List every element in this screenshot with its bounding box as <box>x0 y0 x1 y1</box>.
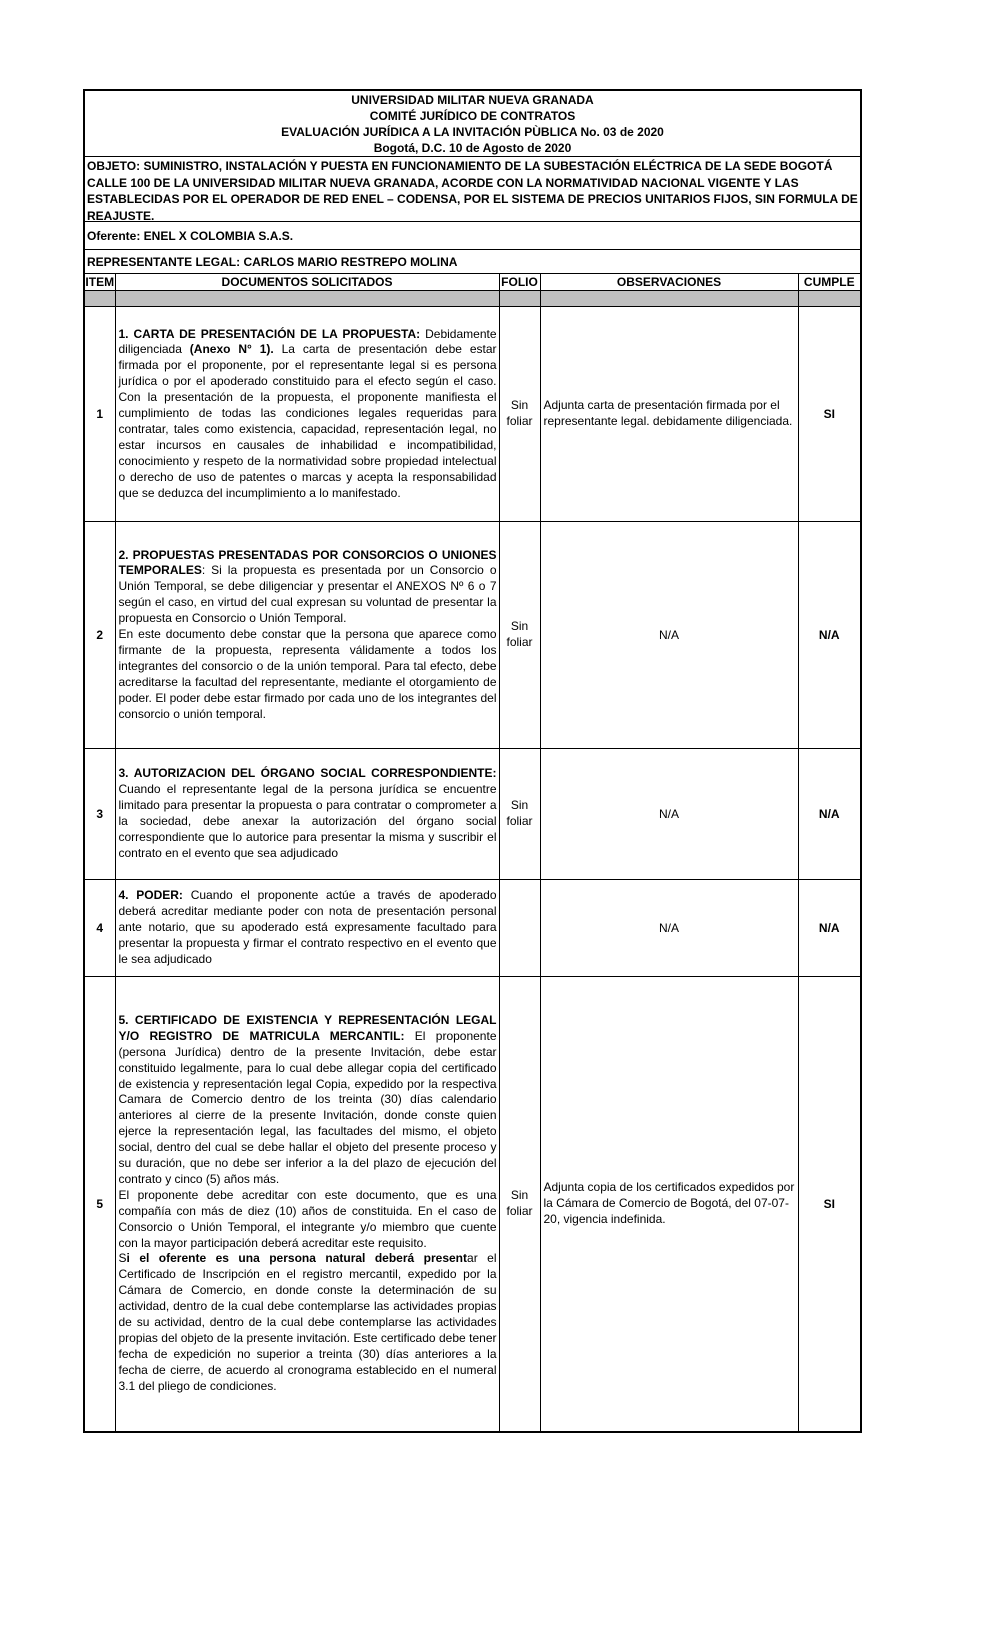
requirement-title: 5. CERTIFICADO DE EXISTENCIA Y REPRESENTACIÓN LEGAL Y/O REGISTRO DE MATRICULA MERCANTIL: <box>118 1012 497 1043</box>
cumple-cell: SI <box>798 307 860 522</box>
col-header-observaciones: OBSERVACIONES <box>540 274 798 291</box>
document-requirement: 3. AUTORIZACION DEL ÓRGANO SOCIAL CORRESPONDIENTE: Cuando el representante legal de la persona jurídica se encuentre limitado para presentar la propuesta o para contratar o comprometer a la sociedad, debe anexar la autorización del órgano social correspondiente que lo autorice para presentar la misma y suscribir el contrato en el evento que sea adjudicado <box>115 749 499 880</box>
gray-spacer-row <box>85 291 860 307</box>
observation-cell: N/A <box>540 749 798 880</box>
legal-representative-line: REPRESENTANTE LEGAL: CARLOS MARIO RESTREPO MOLINA <box>85 250 860 274</box>
table-row <box>85 977 860 1431</box>
table-row <box>85 522 860 749</box>
item-number: 2 <box>85 522 115 749</box>
header-date: Bogotá, D.C. 10 de Agosto de 2020 <box>373 141 572 155</box>
folio-cell: Sin foliar <box>499 749 540 880</box>
item-number: 5 <box>85 977 115 1431</box>
object-description: OBJETO: SUMINISTRO, INSTALACIÓN Y PUESTA EN FUNCIONAMIENTO DE LA SUBESTACIÓN ELÉCTRICA DE LA SEDE BOGOTÁ CALLE 100 DE LA UNIVERSIDAD MILITAR NUEVA GRANADA, ACORDE CON LA NORMATIVIDAD NACIONAL VIGENTE Y LAS ESTABLECIDAS POR EL OPERADOR DE RED ENEL – CODENSA, POR EL SISTEMA DE PRECIOS UNITARIOS FIJOS, SIN FORMULA DE REAJUSTE. <box>85 157 860 222</box>
cumple-cell: N/A <box>798 749 860 880</box>
item-number: 4 <box>85 880 115 977</box>
bidder-line: Oferente: ENEL X COLOMBIA S.A.S. <box>85 222 860 250</box>
cumple-cell: N/A <box>798 880 860 977</box>
col-header-item: ITEM <box>85 275 115 289</box>
table-header-row <box>85 274 860 291</box>
document-requirement: 4. PODER: Cuando el proponente actúe a través de apoderado deberá acreditar mediante poder con nota de presentación personal ante notario, que su apoderado está expresamente facultado para presentar la propuesta y firmar el contrato respectivo en el evento que le sea adjudicado <box>115 880 499 977</box>
document-requirement: 2. PROPUESTAS PRESENTADAS POR CONSORCIOS O UNIONES TEMPORALES: Si la propuesta es presentada por un Consorcio o Unión Temporal, se debe diligenciar y presentar el ANEXOS Nº 6 o 7 según el caso, en virtud del cual expresan su voluntad de presentar la propuesta en Consorcio o Unión Temporal. En este documento debe constar que la persona que aparece como firmante de la propuesta, representa válidamente a todos los integrantes del consorcio o de la unión temporal. Para tal efecto, debe acreditarse la facultad del representante, mediante el otorgamiento de poder. El poder debe estar firmado por cada uno de los integrantes del consorcio o unión temporal. <box>115 522 499 749</box>
cumple-cell: N/A <box>798 522 860 749</box>
requirement-title: 4. PODER: <box>118 888 183 903</box>
document-header <box>85 91 860 157</box>
item-number: 1 <box>85 307 115 522</box>
header-university: UNIVERSIDAD MILITAR NUEVA GRANADA <box>351 93 594 107</box>
requirement-title: 3. AUTORIZACION DEL ÓRGANO SOCIAL CORRESPONDIENTE: <box>118 766 497 781</box>
table-row <box>85 749 860 880</box>
observation-cell: Adjunta carta de presentación firmada por el representante legal. debidamente diligenciada. <box>540 307 798 522</box>
header-evaluation: EVALUACIÓN JURÍDICA A LA INVITACIÓN PÙBLICA No. 03 de 2020 <box>281 125 664 139</box>
folio-cell: Sin foliar <box>499 977 540 1431</box>
col-header-folio: FOLIO <box>499 274 540 291</box>
header-committee: COMITÉ JURÍDICO DE CONTRATOS <box>369 109 576 123</box>
document-requirement: 5. CERTIFICADO DE EXISTENCIA Y REPRESENTACIÓN LEGAL Y/O REGISTRO DE MATRICULA MERCANTIL: El proponente (persona Jurídica) dentro de la presente Invitación, debe estar constituido legalmente, para lo cual debe allegar copia del certificado de existencia y representación legal Copia, expedido por la respectiva Camara de Comercio dentro de los treinta (30) días calendario anteriores al cierre de la presente Invitación, donde conste quien ejerce la representación legal, las facultades del mismo, el objeto social, dentro del cual se debe hallar el objeto del presente proceso y su duración, que no debe ser inferior a la del plazo de ejecución del contrato y cinco (5) años más. El proponente debe acreditar con este documento, que es una compañía con más de diez (10) años de constituida. En el caso de Consorcio o Unión Temporal, el integrante y/o miembro que cuente con la mayor participación deberá acreditar este requisito. Si el oferente es una persona natural deberá presentar el Certificado de Inscripción en el registro mercantil, expedido por la Cámara de Comercio, en donde conste la determinación de su actividad, dentro de la cual debe contemplarse las actividades propias de su actividad, dentro de la cual debe contemplarse las actividades propias del objeto de la presente invitación. Este certificado debe tener fecha de expedición no superior a treinta (30) días anteriores a la fecha de cierre, de acuerdo al cronograma establecido en el numeral 3.1 del pliego de condiciones. <box>115 977 499 1431</box>
evaluation-sheet <box>83 89 862 1433</box>
table-row <box>85 307 860 522</box>
evaluation-table <box>85 274 860 1431</box>
cumple-cell: SI <box>798 977 860 1431</box>
folio-cell: Sin foliar <box>499 307 540 522</box>
observation-cell: Adjunta copia de los certificados expedidos por la Cámara de Comercio de Bogotá, del 07-07-20, vigencia indefinida. <box>540 977 798 1431</box>
folio-cell: Sin foliar <box>499 522 540 749</box>
folio-cell <box>499 880 540 977</box>
requirement-title: 1. CARTA DE PRESENTACIÓN DE LA PROPUESTA: <box>118 326 421 341</box>
col-header-documentos: DOCUMENTOS SOLICITADOS <box>115 274 499 291</box>
requirement-title: 2. PROPUESTAS PRESENTADAS POR CONSORCIOS O UNIONES TEMPORALES <box>118 547 497 578</box>
observation-cell: N/A <box>540 522 798 749</box>
item-number: 3 <box>85 749 115 880</box>
table-row <box>85 880 860 977</box>
col-header-cumple: CUMPLE <box>798 274 860 291</box>
document-requirement: 1. CARTA DE PRESENTACIÓN DE LA PROPUESTA: Debidamente diligenciada (Anexo N° 1). La carta de presentación debe estar firmada por el proponente, por el representante legal si es persona jurídica o por el apoderado constituido para el efecto según el caso. Con la presentación de la propuesta, el proponente manifiesta el cumplimiento de todas las condiciones legales requeridas para contratar, tales como existencia, capacidad, representación legal, no estar incursos en causales de inhabilidad e incompatibilidad, conocimiento y respeto de la normatividad sobre propiedad intelectual o derecho de uso de patentes o marcas y acepta la responsabilidad que se deduzca del incumplimiento a lo manifestado. <box>115 307 499 522</box>
observation-cell: N/A <box>540 880 798 977</box>
